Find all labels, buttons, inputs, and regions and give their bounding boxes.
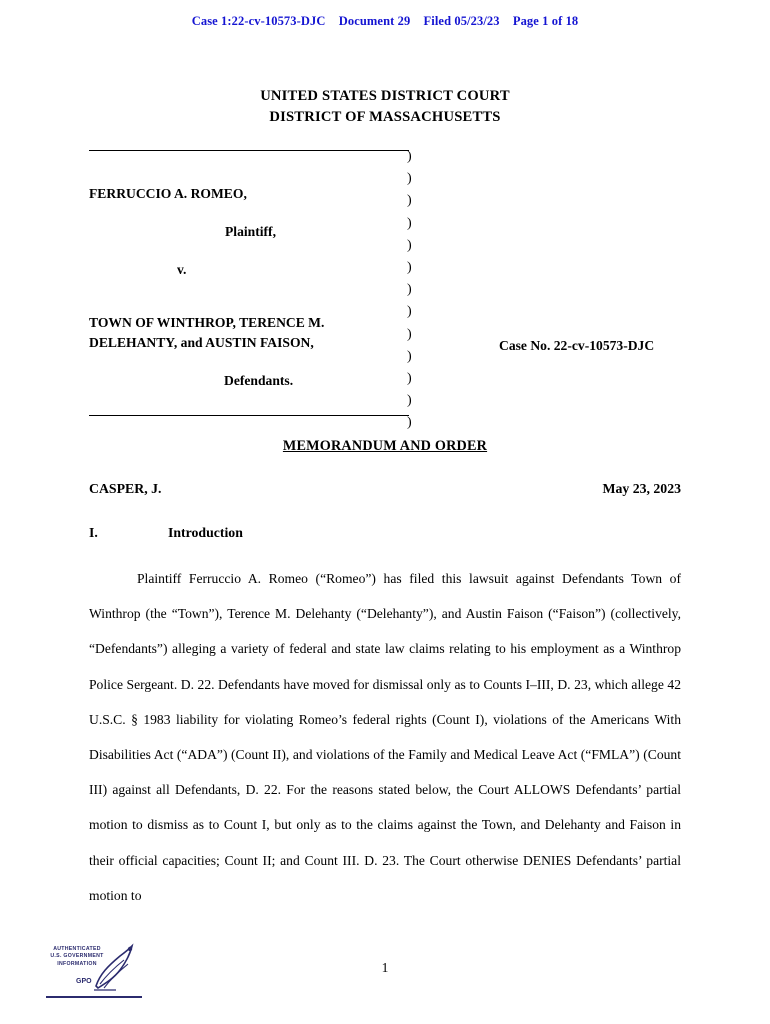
plaintiff-name: FERRUCCIO A. ROMEO, <box>89 186 247 201</box>
caption-paren: ) <box>407 149 412 164</box>
ecf-header-stamp <box>0 14 770 29</box>
section-title: Introduction <box>168 525 243 540</box>
judge-name: CASPER, J. <box>89 481 162 496</box>
caption-paren: ) <box>407 304 412 320</box>
caption-paren: ) <box>407 193 412 209</box>
document-body <box>89 86 681 913</box>
gpo-authentication-seal <box>30 938 140 1004</box>
ecf-case-number: Case 1:22-cv-10573-DJC <box>191 14 326 28</box>
ecf-page-indicator: Page 1 of 18 <box>512 14 579 28</box>
caption-paren: ) <box>407 348 412 364</box>
caption-paren: ) <box>407 393 412 409</box>
caption-paren: ) <box>407 282 412 298</box>
court-heading <box>89 86 681 128</box>
section-heading-introduction <box>89 525 681 545</box>
seal-gpo-label: GPO <box>76 978 92 985</box>
caption-paren-column <box>407 146 427 434</box>
caption-paren: ) <box>407 370 412 386</box>
seal-line-2: U.S. GOVERNMENT <box>50 953 104 960</box>
court-name-line-1: UNITED STATES DISTRICT COURT <box>260 88 510 104</box>
caption-paren: ) <box>407 171 412 187</box>
caption-paren: ) <box>407 326 412 342</box>
ecf-document-number: Document 29 <box>338 14 411 28</box>
eagle-icon <box>86 940 138 996</box>
decision-date: May 23, 2023 <box>602 481 681 496</box>
page-title: MEMORANDUM AND ORDER <box>282 438 488 454</box>
caption-paren: ) <box>407 415 412 431</box>
case-caption <box>89 149 681 431</box>
court-name-line-2: DISTRICT OF MASSACHUSETTS <box>269 109 501 125</box>
byline <box>89 481 681 501</box>
caption-paren: ) <box>407 215 412 231</box>
seal-underline <box>46 996 142 998</box>
body-paragraph-1: Plaintiff Ferruccio A. Romeo (“Romeo”) has filed this lawsuit against Defendants Town of Winthrop (the “Town”), Terence M. Delehanty (“Delehanty”), and Austin Faison (“Faison”) (collectively, “Defendants”) alleging a variety of federal and state law claims relating to his employment as a Winthrop Police Sergeant. D. 22. Defendants have moved for dismissal only as to Counts I–III, D. 23, which allege 42 U.S.C. § 1983 liability for violating Romeo’s federal rights (Count I), violations of the Americans With Disabilities Act (“ADA”) (Count II), and violations of the Family and Medical Leave Act (“FMLA”) (Count III) against all Defendants, D. 22. For the reasons stated below, the Court ALLOWS Defendants’ partial motion to dismiss as to Count I, but only as to the claims against the Town, and Delehanty and Faison in their official capacities; Count II; and Count III. D. 23. The Court otherwise DENIES Defendants’ partial motion to <box>89 571 681 903</box>
seal-line-3: INFORMATION <box>57 960 97 967</box>
caption-bottom-rule <box>89 415 409 416</box>
case-number: Case No. 22-cv-10573-DJC <box>499 338 655 353</box>
caption-paren: ) <box>407 259 412 275</box>
versus-label: v. <box>177 262 187 277</box>
plaintiff-label: Plaintiff, <box>225 224 276 239</box>
section-number: I. <box>89 525 98 540</box>
defendants-label: Defendants. <box>224 373 294 388</box>
ecf-filed-date: Filed 05/23/23 <box>423 14 500 28</box>
defendants-names: TOWN OF WINTHROP, TERENCE M. DELEHANTY, and AUSTIN FAISON, <box>89 315 325 350</box>
caption-top-rule <box>89 150 409 151</box>
caption-paren: ) <box>407 237 412 253</box>
seal-line-1: AUTHENTICATED <box>53 946 101 952</box>
page-number-footer: 1 <box>381 960 389 975</box>
